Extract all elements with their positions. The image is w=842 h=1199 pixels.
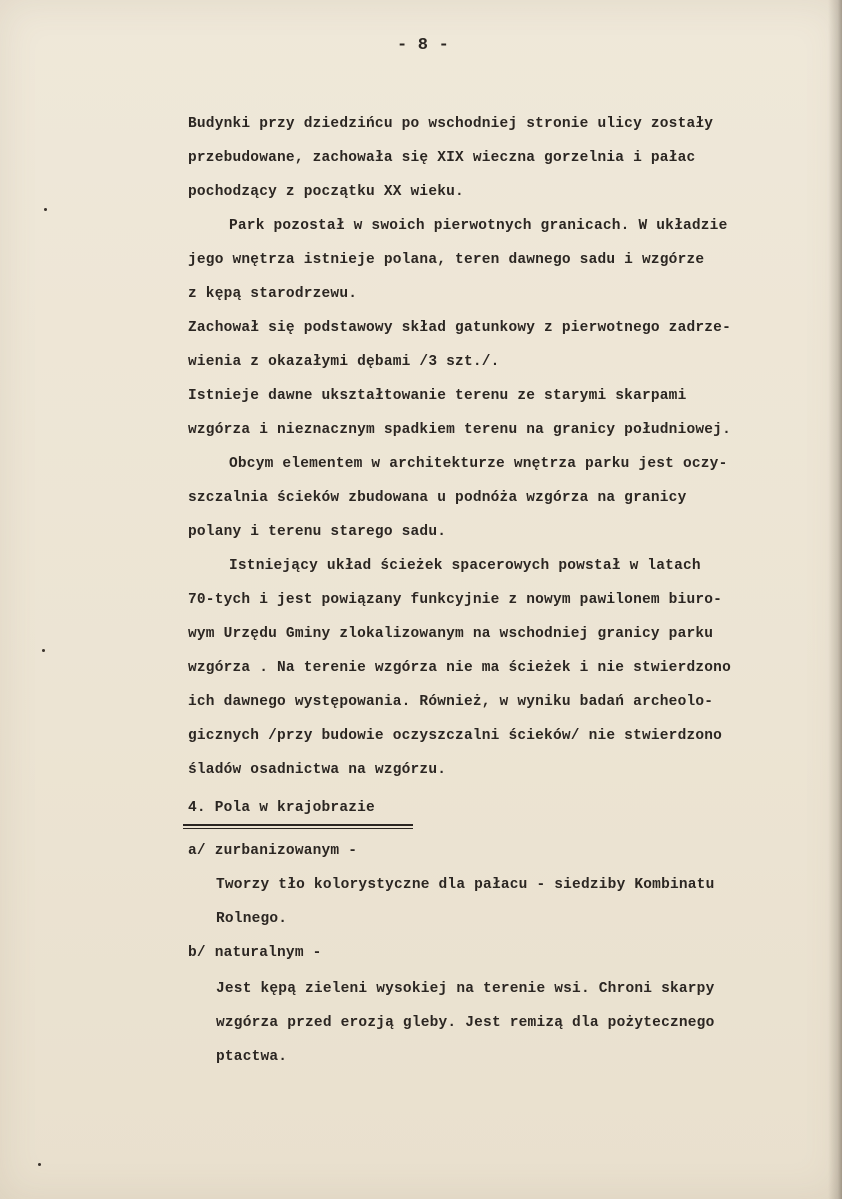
- heading-underline-second: [183, 828, 413, 829]
- text-line: z kępą starodrzewu.: [188, 286, 358, 302]
- text-line: ich dawnego występowania. Również, w wyniku badań archeolo-: [188, 694, 714, 710]
- text-line: polany i terenu starego sadu.: [188, 524, 447, 540]
- text-line: wienia z okazałymi dębami /3 szt./.: [188, 354, 500, 370]
- page-edge-shadow: [828, 0, 842, 1199]
- text-line: Zachował się podstawowy skład gatunkowy z pierwotnego zadrze-: [188, 320, 731, 336]
- list-item-label: b/ naturalnym -: [188, 945, 322, 961]
- text-line: wzgórza i nieznacznym spadkiem terenu na granicy południowej.: [188, 422, 731, 438]
- text-line: wym Urzędu Gminy zlokalizowanym na wschodniej granicy parku: [188, 626, 714, 642]
- page-number: - 8 -: [397, 36, 450, 55]
- text-line: Istnieje dawne ukształtowanie terenu ze starymi skarpami: [188, 388, 687, 404]
- text-line: Budynki przy dziedzińcu po wschodniej stronie ulicy zostały: [188, 116, 714, 132]
- paper-speck: [44, 208, 47, 211]
- heading-underline: [183, 824, 413, 826]
- text-line: wzgórza przed erozją gleby. Jest remizą dla pożytecznego: [216, 1015, 715, 1031]
- text-line: przebudowane, zachowała się XIX wieczna gorzelnia i pałac: [188, 150, 696, 166]
- text-line: ptactwa.: [216, 1049, 288, 1065]
- text-line: pochodzący z początku XX wieku.: [188, 184, 464, 200]
- section-heading: 4. Pola w krajobrazie: [188, 800, 375, 816]
- paper-speck: [38, 1163, 41, 1166]
- text-line: Park pozostał w swoich pierwotnych granicach. W układzie: [229, 218, 728, 234]
- text-line: Tworzy tło kolorystyczne dla pałacu - siedziby Kombinatu: [216, 877, 715, 893]
- text-line: śladów osadnictwa na wzgórzu.: [188, 762, 447, 778]
- text-line: Rolnego.: [216, 911, 288, 927]
- text-line: gicznych /przy budowie oczyszczalni ścieków/ nie stwierdzono: [188, 728, 723, 744]
- paper-speck: [42, 649, 45, 652]
- text-line: wzgórza . Na terenie wzgórza nie ma ścieżek i nie stwierdzono: [188, 660, 731, 676]
- text-line: Istniejący układ ścieżek spacerowych powstał w latach: [229, 558, 701, 574]
- text-line: szczalnia ścieków zbudowana u podnóża wzgórza na granicy: [188, 490, 687, 506]
- text-line: Jest kępą zieleni wysokiej na terenie wsi. Chroni skarpy: [216, 981, 715, 997]
- text-line: 70-tych i jest powiązany funkcyjnie z nowym pawilonem biuro-: [188, 592, 723, 608]
- text-line: Obcym elementem w architekturze wnętrza parku jest oczy-: [229, 456, 728, 472]
- list-item-label: a/ zurbanizowanym -: [188, 843, 358, 859]
- text-line: jego wnętrza istnieje polana, teren dawnego sadu i wzgórze: [188, 252, 705, 268]
